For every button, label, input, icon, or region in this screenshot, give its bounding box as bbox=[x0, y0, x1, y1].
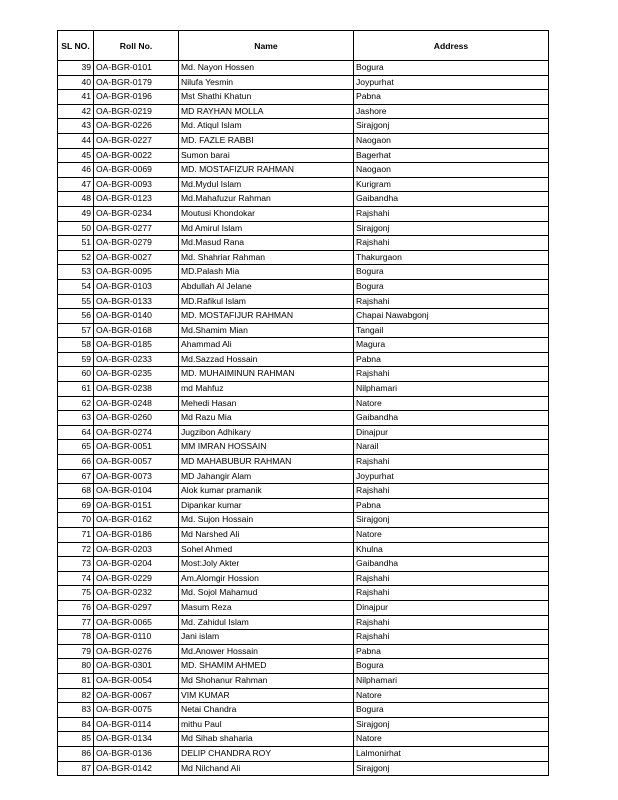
table-row bbox=[58, 703, 549, 718]
header-address: Address bbox=[354, 31, 549, 61]
table-row bbox=[58, 542, 549, 557]
table-row bbox=[58, 236, 549, 251]
name-cell: Masum Reza bbox=[179, 600, 354, 615]
address-cell: Bogura bbox=[354, 265, 549, 280]
roll-no-cell: OA-BGR-0054 bbox=[94, 673, 179, 688]
address-cell: Rajshahi bbox=[354, 571, 549, 586]
address-cell: Sirajgonj bbox=[354, 761, 549, 776]
sl-cell: 51 bbox=[58, 236, 94, 251]
name-cell: Sumon barai bbox=[179, 148, 354, 163]
address-cell: Rajshahi bbox=[354, 367, 549, 382]
table-row bbox=[58, 455, 549, 470]
name-cell: Md Nilchand Ali bbox=[179, 761, 354, 776]
address-cell: Narail bbox=[354, 440, 549, 455]
sl-cell: 73 bbox=[58, 557, 94, 572]
name-cell: Md Sihab shaharia bbox=[179, 732, 354, 747]
address-cell: Pabna bbox=[354, 498, 549, 513]
sl-cell: 60 bbox=[58, 367, 94, 382]
sl-cell: 86 bbox=[58, 746, 94, 761]
table-row bbox=[58, 352, 549, 367]
address-cell: Sirajgonj bbox=[354, 513, 549, 528]
table-row bbox=[58, 367, 549, 382]
address-cell: Bagerhat bbox=[354, 148, 549, 163]
name-cell: Dipankar kumar bbox=[179, 498, 354, 513]
roll-no-cell: OA-BGR-0075 bbox=[94, 703, 179, 718]
address-cell: Bogura bbox=[354, 279, 549, 294]
table-header bbox=[58, 31, 549, 61]
address-cell: Kurigram bbox=[354, 177, 549, 192]
name-cell: Md.Shamim Mian bbox=[179, 323, 354, 338]
table-row bbox=[58, 557, 549, 572]
address-cell: Tangail bbox=[354, 323, 549, 338]
sl-cell: 66 bbox=[58, 455, 94, 470]
table-row bbox=[58, 104, 549, 119]
name-cell: Md.Mydul Islam bbox=[179, 177, 354, 192]
table-row bbox=[58, 75, 549, 90]
name-cell: MM IMRAN HOSSAIN bbox=[179, 440, 354, 455]
name-cell: MD RAYHAN MOLLA bbox=[179, 104, 354, 119]
sl-cell: 84 bbox=[58, 717, 94, 732]
sl-cell: 69 bbox=[58, 498, 94, 513]
name-cell: Md. Shahriar Rahman bbox=[179, 250, 354, 265]
address-cell: Rajshahi bbox=[354, 206, 549, 221]
table-row bbox=[58, 309, 549, 324]
name-cell: Md. Atiqul Islam bbox=[179, 119, 354, 134]
sl-cell: 78 bbox=[58, 630, 94, 645]
sl-cell: 82 bbox=[58, 688, 94, 703]
sl-cell: 75 bbox=[58, 586, 94, 601]
address-cell: Jashore bbox=[354, 104, 549, 119]
roll-no-cell: OA-BGR-0065 bbox=[94, 615, 179, 630]
address-cell: Gaibandha bbox=[354, 411, 549, 426]
sl-cell: 83 bbox=[58, 703, 94, 718]
table-row bbox=[58, 425, 549, 440]
sl-cell: 67 bbox=[58, 469, 94, 484]
roll-no-cell: OA-BGR-0196 bbox=[94, 90, 179, 105]
roll-no-cell: OA-BGR-0185 bbox=[94, 338, 179, 353]
roll-no-cell: OA-BGR-0260 bbox=[94, 411, 179, 426]
name-cell: Mehedi Hasan bbox=[179, 396, 354, 411]
sl-cell: 80 bbox=[58, 659, 94, 674]
address-cell: Gaibandha bbox=[354, 192, 549, 207]
roll-no-cell: OA-BGR-0114 bbox=[94, 717, 179, 732]
table-row bbox=[58, 265, 549, 280]
sl-cell: 40 bbox=[58, 75, 94, 90]
roll-no-cell: OA-BGR-0238 bbox=[94, 382, 179, 397]
address-cell: Dinajpur bbox=[354, 425, 549, 440]
name-cell: Alok kumar pramanik bbox=[179, 484, 354, 499]
table-row bbox=[58, 688, 549, 703]
table-row bbox=[58, 600, 549, 615]
name-cell: Nilufa Yesmin bbox=[179, 75, 354, 90]
name-cell: Md.Anower Hossain bbox=[179, 644, 354, 659]
address-cell: Rajshahi bbox=[354, 586, 549, 601]
name-cell: Md Shohanur Rahman bbox=[179, 673, 354, 688]
roll-no-cell: OA-BGR-0103 bbox=[94, 279, 179, 294]
sl-cell: 48 bbox=[58, 192, 94, 207]
table-row bbox=[58, 90, 549, 105]
table-row bbox=[58, 163, 549, 178]
table-row bbox=[58, 177, 549, 192]
roll-no-cell: OA-BGR-0136 bbox=[94, 746, 179, 761]
table-row bbox=[58, 396, 549, 411]
roll-no-cell: OA-BGR-0134 bbox=[94, 732, 179, 747]
roll-no-cell: OA-BGR-0057 bbox=[94, 455, 179, 470]
sl-cell: 62 bbox=[58, 396, 94, 411]
table-row bbox=[58, 732, 549, 747]
name-cell: Sohel Ahmed bbox=[179, 542, 354, 557]
sl-cell: 42 bbox=[58, 104, 94, 119]
table-row bbox=[58, 279, 549, 294]
roll-no-cell: OA-BGR-0179 bbox=[94, 75, 179, 90]
table-row bbox=[58, 571, 549, 586]
sl-cell: 87 bbox=[58, 761, 94, 776]
table-row bbox=[58, 630, 549, 645]
name-cell: Md.Masud Rana bbox=[179, 236, 354, 251]
roll-no-cell: OA-BGR-0073 bbox=[94, 469, 179, 484]
name-cell: VIM KUMAR bbox=[179, 688, 354, 703]
name-cell: MD Jahangir Alam bbox=[179, 469, 354, 484]
address-cell: Rajshahi bbox=[354, 455, 549, 470]
name-cell: Md Razu Mia bbox=[179, 411, 354, 426]
address-cell: Bogura bbox=[354, 703, 549, 718]
address-cell: Bogura bbox=[354, 61, 549, 76]
address-cell: Magura bbox=[354, 338, 549, 353]
table-row bbox=[58, 148, 549, 163]
roll-no-cell: OA-BGR-0151 bbox=[94, 498, 179, 513]
sl-cell: 64 bbox=[58, 425, 94, 440]
table-row bbox=[58, 206, 549, 221]
name-cell: Md. Zahidul Islam bbox=[179, 615, 354, 630]
table-row bbox=[58, 221, 549, 236]
roll-no-cell: OA-BGR-0101 bbox=[94, 61, 179, 76]
name-cell: Md.Sazzad Hossain bbox=[179, 352, 354, 367]
table-row bbox=[58, 586, 549, 601]
sl-cell: 54 bbox=[58, 279, 94, 294]
roll-no-cell: OA-BGR-0095 bbox=[94, 265, 179, 280]
name-cell: Md Narshed Ali bbox=[179, 528, 354, 543]
roll-no-cell: OA-BGR-0093 bbox=[94, 177, 179, 192]
table-row bbox=[58, 484, 549, 499]
sl-cell: 44 bbox=[58, 133, 94, 148]
sl-cell: 55 bbox=[58, 294, 94, 309]
roll-no-cell: OA-BGR-0110 bbox=[94, 630, 179, 645]
name-cell: MD. FAZLE RABBI bbox=[179, 133, 354, 148]
sl-cell: 79 bbox=[58, 644, 94, 659]
table-row bbox=[58, 469, 549, 484]
address-cell: Naogaon bbox=[354, 163, 549, 178]
table-row bbox=[58, 294, 549, 309]
name-cell: mithu Paul bbox=[179, 717, 354, 732]
name-cell: Jani islam bbox=[179, 630, 354, 645]
name-cell: Most:Joly Akter bbox=[179, 557, 354, 572]
sl-cell: 76 bbox=[58, 600, 94, 615]
name-cell: MD. MOSTAFIZUR RAHMAN bbox=[179, 163, 354, 178]
roll-no-cell: OA-BGR-0051 bbox=[94, 440, 179, 455]
address-cell: Rajshahi bbox=[354, 294, 549, 309]
roll-no-cell: OA-BGR-0027 bbox=[94, 250, 179, 265]
name-cell: MD. MOSTAFIJUR RAHMAN bbox=[179, 309, 354, 324]
name-cell: Md. Sojol Mahamud bbox=[179, 586, 354, 601]
table-row bbox=[58, 498, 549, 513]
table-row bbox=[58, 192, 549, 207]
table-row bbox=[58, 673, 549, 688]
header-roll-no: Roll No. bbox=[94, 31, 179, 61]
table-row bbox=[58, 513, 549, 528]
address-cell: Pabna bbox=[354, 90, 549, 105]
sl-cell: 59 bbox=[58, 352, 94, 367]
table-row bbox=[58, 119, 549, 134]
roll-no-cell: OA-BGR-0133 bbox=[94, 294, 179, 309]
address-cell: Joypurhat bbox=[354, 75, 549, 90]
roll-no-cell: OA-BGR-0069 bbox=[94, 163, 179, 178]
address-cell: Sirajgonj bbox=[354, 119, 549, 134]
address-cell: Pabna bbox=[354, 644, 549, 659]
sl-cell: 68 bbox=[58, 484, 94, 499]
table-row bbox=[58, 440, 549, 455]
table-row bbox=[58, 411, 549, 426]
sl-cell: 49 bbox=[58, 206, 94, 221]
address-cell: Nilphamari bbox=[354, 382, 549, 397]
address-cell: Dinajpur bbox=[354, 600, 549, 615]
sl-cell: 85 bbox=[58, 732, 94, 747]
roll-no-cell: OA-BGR-0168 bbox=[94, 323, 179, 338]
name-cell: Ahammad Ali bbox=[179, 338, 354, 353]
address-cell: Sirajgonj bbox=[354, 221, 549, 236]
name-cell: MD. SHAMIM AHMED bbox=[179, 659, 354, 674]
address-cell: Bogura bbox=[354, 659, 549, 674]
table-row bbox=[58, 338, 549, 353]
sl-cell: 46 bbox=[58, 163, 94, 178]
address-cell: Rajshahi bbox=[354, 630, 549, 645]
sl-cell: 71 bbox=[58, 528, 94, 543]
table-row bbox=[58, 615, 549, 630]
roll-no-cell: OA-BGR-0276 bbox=[94, 644, 179, 659]
address-cell: Rajshahi bbox=[354, 615, 549, 630]
table-row bbox=[58, 250, 549, 265]
address-cell: Natore bbox=[354, 528, 549, 543]
sl-cell: 65 bbox=[58, 440, 94, 455]
table-row bbox=[58, 761, 549, 776]
sl-cell: 45 bbox=[58, 148, 94, 163]
sl-cell: 43 bbox=[58, 119, 94, 134]
sl-cell: 61 bbox=[58, 382, 94, 397]
address-cell: Natore bbox=[354, 732, 549, 747]
sl-cell: 72 bbox=[58, 542, 94, 557]
table-body bbox=[58, 61, 549, 776]
table-row bbox=[58, 746, 549, 761]
table-row bbox=[58, 528, 549, 543]
header-name: Name bbox=[179, 31, 354, 61]
address-cell: Naogaon bbox=[354, 133, 549, 148]
name-cell: Netai Chandra bbox=[179, 703, 354, 718]
candidate-table bbox=[57, 30, 549, 776]
sl-cell: 58 bbox=[58, 338, 94, 353]
sl-cell: 47 bbox=[58, 177, 94, 192]
roll-no-cell: OA-BGR-0219 bbox=[94, 104, 179, 119]
roll-no-cell: OA-BGR-0233 bbox=[94, 352, 179, 367]
roll-no-cell: OA-BGR-0227 bbox=[94, 133, 179, 148]
name-cell: Md. Sujon Hossain bbox=[179, 513, 354, 528]
sl-cell: 53 bbox=[58, 265, 94, 280]
roll-no-cell: OA-BGR-0186 bbox=[94, 528, 179, 543]
roll-no-cell: OA-BGR-0235 bbox=[94, 367, 179, 382]
name-cell: MD.Rafikul Islam bbox=[179, 294, 354, 309]
table-row bbox=[58, 644, 549, 659]
sl-cell: 57 bbox=[58, 323, 94, 338]
roll-no-cell: OA-BGR-0279 bbox=[94, 236, 179, 251]
name-cell: Md Amirul Islam bbox=[179, 221, 354, 236]
roll-no-cell: OA-BGR-0162 bbox=[94, 513, 179, 528]
roll-no-cell: OA-BGR-0229 bbox=[94, 571, 179, 586]
address-cell: Nilphamari bbox=[354, 673, 549, 688]
table-row bbox=[58, 133, 549, 148]
name-cell: Jugzibon Adhikary bbox=[179, 425, 354, 440]
name-cell: Abdullah Al Jelane bbox=[179, 279, 354, 294]
header-sl-no: SL NO. bbox=[58, 31, 94, 61]
name-cell: Mst Shathi Khatun bbox=[179, 90, 354, 105]
sl-cell: 56 bbox=[58, 309, 94, 324]
roll-no-cell: OA-BGR-0123 bbox=[94, 192, 179, 207]
name-cell: Moutusi Khondokar bbox=[179, 206, 354, 221]
roll-no-cell: OA-BGR-0277 bbox=[94, 221, 179, 236]
address-cell: Natore bbox=[354, 688, 549, 703]
roll-no-cell: OA-BGR-0248 bbox=[94, 396, 179, 411]
address-cell: Sirajgonj bbox=[354, 717, 549, 732]
table-row bbox=[58, 659, 549, 674]
sl-cell: 81 bbox=[58, 673, 94, 688]
name-cell: MD MAHABUBUR RAHMAN bbox=[179, 455, 354, 470]
table-row bbox=[58, 382, 549, 397]
roll-no-cell: OA-BGR-0204 bbox=[94, 557, 179, 572]
table-row bbox=[58, 717, 549, 732]
address-cell: Rajshahi bbox=[354, 236, 549, 251]
table-row bbox=[58, 323, 549, 338]
sl-cell: 39 bbox=[58, 61, 94, 76]
name-cell: Am.Alomgir Hossion bbox=[179, 571, 354, 586]
roll-no-cell: OA-BGR-0297 bbox=[94, 600, 179, 615]
roll-no-cell: OA-BGR-0232 bbox=[94, 586, 179, 601]
sl-cell: 50 bbox=[58, 221, 94, 236]
header-row bbox=[58, 31, 549, 61]
address-cell: Chapai Nawabgonj bbox=[354, 309, 549, 324]
roll-no-cell: OA-BGR-0104 bbox=[94, 484, 179, 499]
roll-no-cell: OA-BGR-0203 bbox=[94, 542, 179, 557]
name-cell: md Mahfuz bbox=[179, 382, 354, 397]
address-cell: Joypurhat bbox=[354, 469, 549, 484]
name-cell: MD.Palash Mia bbox=[179, 265, 354, 280]
sl-cell: 77 bbox=[58, 615, 94, 630]
address-cell: Gaibandha bbox=[354, 557, 549, 572]
address-cell: Lalmonirhat bbox=[354, 746, 549, 761]
table-row bbox=[58, 61, 549, 76]
roll-no-cell: OA-BGR-0234 bbox=[94, 206, 179, 221]
sl-cell: 52 bbox=[58, 250, 94, 265]
roll-no-cell: OA-BGR-0142 bbox=[94, 761, 179, 776]
roll-no-cell: OA-BGR-0274 bbox=[94, 425, 179, 440]
address-cell: Thakurgaon bbox=[354, 250, 549, 265]
name-cell: Md. Nayon Hossen bbox=[179, 61, 354, 76]
roll-no-cell: OA-BGR-0301 bbox=[94, 659, 179, 674]
sl-cell: 74 bbox=[58, 571, 94, 586]
address-cell: Rajshahi bbox=[354, 484, 549, 499]
address-cell: Khulna bbox=[354, 542, 549, 557]
name-cell: MD. MUHAIMINUN RAHMAN bbox=[179, 367, 354, 382]
name-cell: Md.Mahafuzur Rahman bbox=[179, 192, 354, 207]
roll-no-cell: OA-BGR-0067 bbox=[94, 688, 179, 703]
sl-cell: 41 bbox=[58, 90, 94, 105]
roll-no-cell: OA-BGR-0140 bbox=[94, 309, 179, 324]
sl-cell: 70 bbox=[58, 513, 94, 528]
roll-no-cell: OA-BGR-0022 bbox=[94, 148, 179, 163]
sl-cell: 63 bbox=[58, 411, 94, 426]
name-cell: DELIP CHANDRA ROY bbox=[179, 746, 354, 761]
address-cell: Natore bbox=[354, 396, 549, 411]
address-cell: Pabna bbox=[354, 352, 549, 367]
roll-no-cell: OA-BGR-0226 bbox=[94, 119, 179, 134]
